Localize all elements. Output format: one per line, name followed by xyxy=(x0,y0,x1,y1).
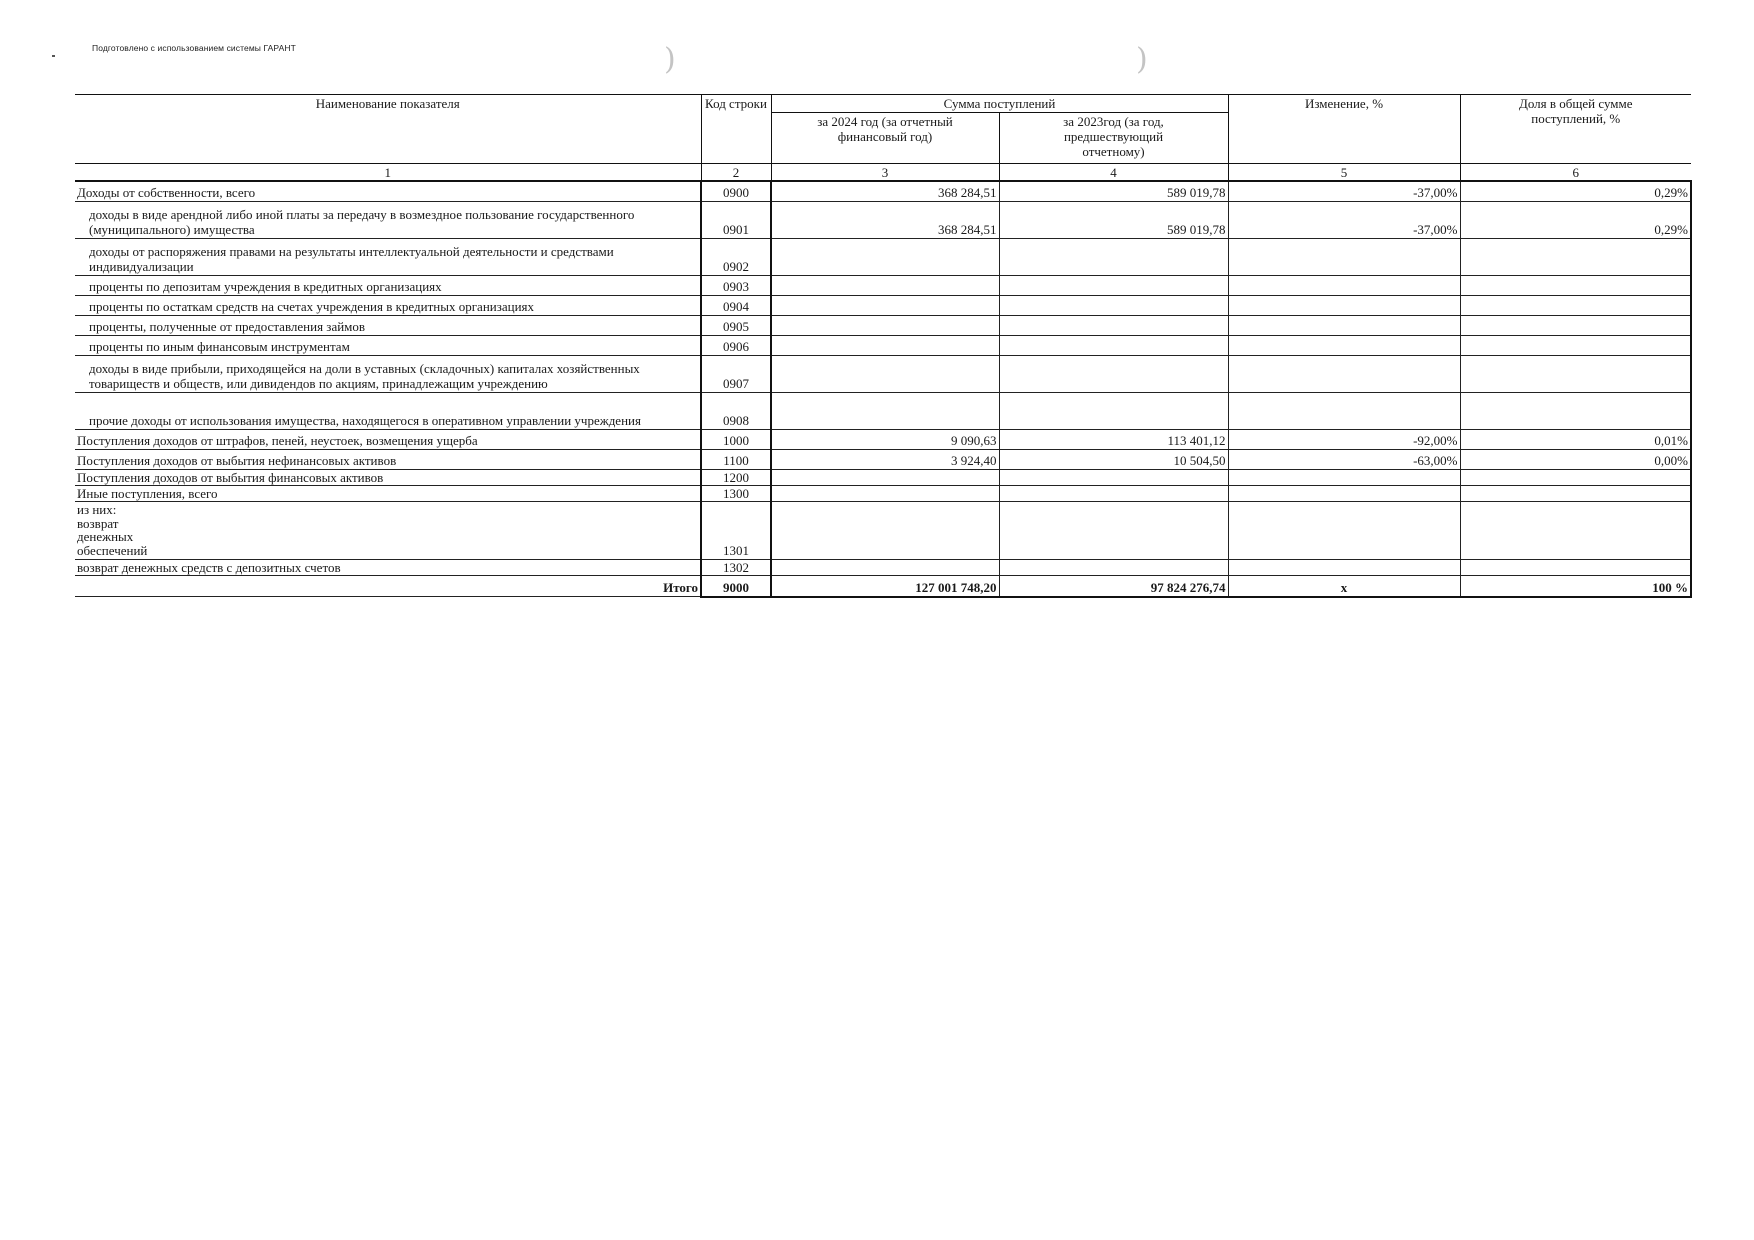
row-2024: 368 284,51 xyxy=(771,181,999,202)
row-code: 0907 xyxy=(701,356,771,393)
row-name: возврат денежных средств с депозитных счетов xyxy=(75,559,701,575)
row-2024 xyxy=(771,393,999,430)
row-2024 xyxy=(771,486,999,502)
total-2023: 97 824 276,74 xyxy=(999,575,1228,597)
table-row xyxy=(75,276,1691,296)
row-2023 xyxy=(999,356,1228,393)
column-number: 2 xyxy=(701,164,771,182)
row-2023 xyxy=(999,559,1228,575)
row-name: Поступления доходов от выбытия нефинансовых активов xyxy=(75,450,701,470)
row-name: Поступления доходов от выбытия финансовых активов xyxy=(75,470,701,486)
table-row xyxy=(75,430,1691,450)
scan-artifact-mark: ) xyxy=(1136,42,1148,77)
receipts-table xyxy=(75,94,1692,598)
table-row xyxy=(75,316,1691,336)
row-2024 xyxy=(771,559,999,575)
row-2024 xyxy=(771,316,999,336)
column-number: 3 xyxy=(771,164,999,182)
table-row xyxy=(75,486,1691,502)
total-change: x xyxy=(1228,575,1460,597)
row-code: 0906 xyxy=(701,336,771,356)
row-share xyxy=(1460,276,1691,296)
row-2024 xyxy=(771,336,999,356)
table-row xyxy=(75,393,1691,430)
row-name: проценты, полученные от предоставления займов xyxy=(75,316,701,336)
header-name: Наименование показателя xyxy=(75,95,701,164)
row-2024 xyxy=(771,470,999,486)
row-share xyxy=(1460,486,1691,502)
prepared-with-garant-note: Подготовлено с использованием системы ГАРАНТ xyxy=(92,43,296,53)
row-2024: 3 924,40 xyxy=(771,450,999,470)
row-2023 xyxy=(999,276,1228,296)
header-code: Код строки xyxy=(701,95,771,164)
row-share xyxy=(1460,559,1691,575)
row-name: Доходы от собственности, всего xyxy=(75,181,701,202)
row-2023 xyxy=(999,486,1228,502)
row-code: 0901 xyxy=(701,202,771,239)
table-row xyxy=(75,181,1691,202)
row-2023 xyxy=(999,296,1228,316)
row-code: 0903 xyxy=(701,276,771,296)
row-2024 xyxy=(771,239,999,276)
row-2023 xyxy=(999,393,1228,430)
row-share xyxy=(1460,296,1691,316)
total-label: Итого xyxy=(75,575,701,597)
row-change xyxy=(1228,486,1460,502)
table-row xyxy=(75,356,1691,393)
table-row xyxy=(75,559,1691,575)
row-change: -37,00% xyxy=(1228,202,1460,239)
row-share xyxy=(1460,470,1691,486)
column-number: 5 xyxy=(1228,164,1460,182)
row-share xyxy=(1460,356,1691,393)
row-2023: 113 401,12 xyxy=(999,430,1228,450)
row-code: 1200 xyxy=(701,470,771,486)
row-2023 xyxy=(999,239,1228,276)
row-2023 xyxy=(999,502,1228,560)
row-share xyxy=(1460,502,1691,560)
row-2024 xyxy=(771,276,999,296)
row-code: 0902 xyxy=(701,239,771,276)
header-year-2023: за 2023год (за год, предшествующий отчетному) xyxy=(999,113,1228,164)
row-change xyxy=(1228,356,1460,393)
total-2024: 127 001 748,20 xyxy=(771,575,999,597)
row-code: 1302 xyxy=(701,559,771,575)
row-change xyxy=(1228,316,1460,336)
row-name: прочие доходы от использования имущества, находящегося в оперативном управлении учреждения xyxy=(75,393,701,430)
row-2023 xyxy=(999,470,1228,486)
total-code: 9000 xyxy=(701,575,771,597)
row-change xyxy=(1228,559,1460,575)
row-change xyxy=(1228,276,1460,296)
row-2024 xyxy=(771,296,999,316)
row-code: 1000 xyxy=(701,430,771,450)
table-row xyxy=(75,202,1691,239)
row-code: 0905 xyxy=(701,316,771,336)
row-change xyxy=(1228,239,1460,276)
row-code: 1300 xyxy=(701,486,771,502)
total-row xyxy=(75,575,1691,597)
row-code: 1100 xyxy=(701,450,771,470)
row-2023: 589 019,78 xyxy=(999,181,1228,202)
row-2024 xyxy=(771,502,999,560)
row-code: 0904 xyxy=(701,296,771,316)
table-row xyxy=(75,296,1691,316)
row-code: 0900 xyxy=(701,181,771,202)
header-share: Доля в общей сумме поступлений, % xyxy=(1460,95,1691,164)
row-change xyxy=(1228,470,1460,486)
row-2024 xyxy=(771,356,999,393)
table-row xyxy=(75,450,1691,470)
row-share: 0,01% xyxy=(1460,430,1691,450)
row-name: доходы в виде арендной либо иной платы за передачу в возмездное пользование государственного (муниципального) имущества xyxy=(75,202,701,239)
row-2023: 589 019,78 xyxy=(999,202,1228,239)
row-name: доходы от распоряжения правами на результаты интеллектуальной деятельности и средствами индивидуализации xyxy=(75,239,701,276)
total-share: 100 % xyxy=(1460,575,1691,597)
row-change xyxy=(1228,296,1460,316)
header-sum-group: Сумма поступлений xyxy=(771,95,1228,113)
row-2024: 9 090,63 xyxy=(771,430,999,450)
row-share xyxy=(1460,336,1691,356)
table-row xyxy=(75,239,1691,276)
row-share: 0,00% xyxy=(1460,450,1691,470)
row-2023 xyxy=(999,336,1228,356)
scan-dot xyxy=(52,55,55,57)
header-change: Изменение, % xyxy=(1228,95,1460,164)
table-row xyxy=(75,470,1691,486)
row-name: проценты по иным финансовым инструментам xyxy=(75,336,701,356)
column-number: 4 xyxy=(999,164,1228,182)
row-name: проценты по депозитам учреждения в кредитных организациях xyxy=(75,276,701,296)
row-share xyxy=(1460,393,1691,430)
row-name: проценты по остаткам средств на счетах учреждения в кредитных организациях xyxy=(75,296,701,316)
row-name: доходы в виде прибыли, приходящейся на доли в уставных (складочных) капиталах хозяйственных товариществ и обществ, или дивидендов по акциям, принадлежащим учреждению xyxy=(75,356,701,393)
row-change xyxy=(1228,336,1460,356)
header-year-2024: за 2024 год (за отчетный финансовый год) xyxy=(771,113,999,164)
row-change xyxy=(1228,502,1460,560)
row-change: -92,00% xyxy=(1228,430,1460,450)
row-share xyxy=(1460,316,1691,336)
row-code: 1301 xyxy=(701,502,771,560)
table-row xyxy=(75,502,1691,560)
row-change: -37,00% xyxy=(1228,181,1460,202)
column-number: 6 xyxy=(1460,164,1691,182)
table-row xyxy=(75,336,1691,356)
scan-artifact-mark: ) xyxy=(664,42,676,77)
row-share: 0,29% xyxy=(1460,202,1691,239)
row-2023 xyxy=(999,316,1228,336)
row-code: 0908 xyxy=(701,393,771,430)
row-share xyxy=(1460,239,1691,276)
row-name: Иные поступления, всего xyxy=(75,486,701,502)
row-name: Поступления доходов от штрафов, пеней, неустоек, возмещения ущерба xyxy=(75,430,701,450)
row-2024: 368 284,51 xyxy=(771,202,999,239)
row-change: -63,00% xyxy=(1228,450,1460,470)
column-number: 1 xyxy=(75,164,701,182)
row-change xyxy=(1228,393,1460,430)
row-2023: 10 504,50 xyxy=(999,450,1228,470)
row-share: 0,29% xyxy=(1460,181,1691,202)
row-name: из них: возврат денежных обеспечений xyxy=(75,502,701,560)
